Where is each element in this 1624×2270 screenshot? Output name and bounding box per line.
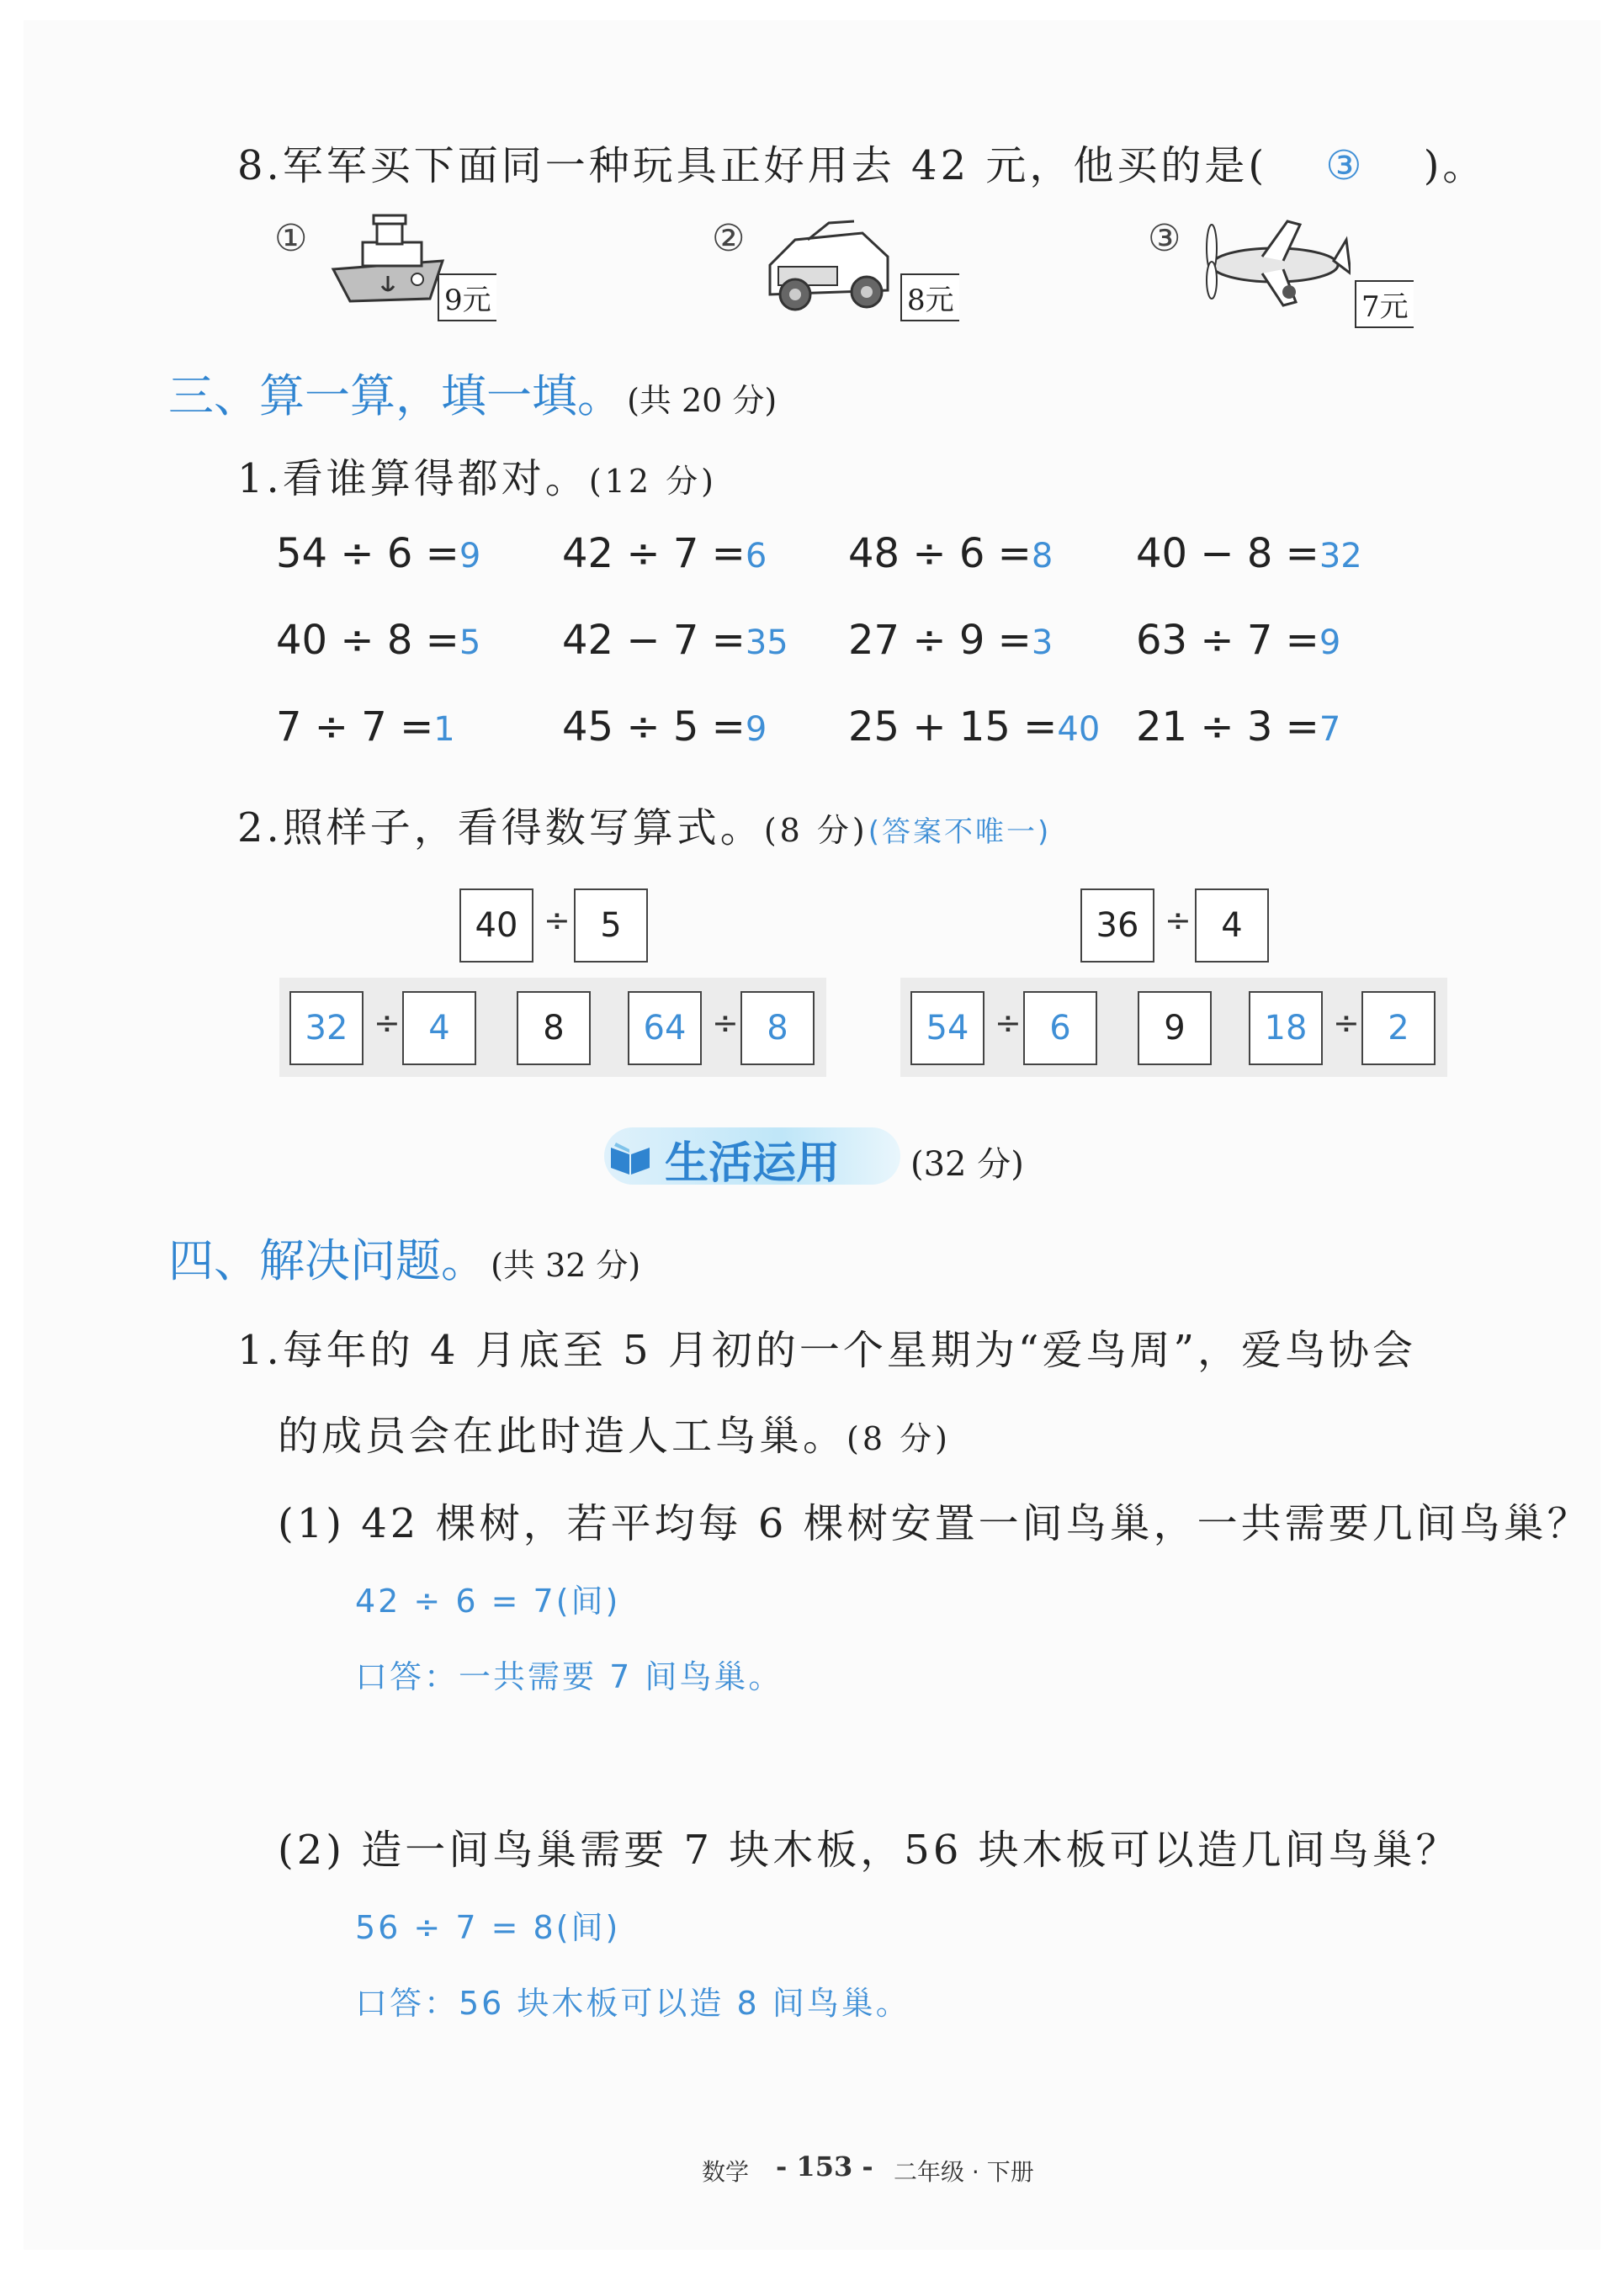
equation-answer: 1 [433,710,455,749]
equation [562,530,767,577]
row-2-divisor-1[interactable]: 6 [1023,991,1097,1065]
problem-3-1-title: 1.看谁算得都对。 [237,455,589,502]
row-2-operator-1: ÷ [995,1005,1022,1042]
toy-3-number: ③ [1148,217,1181,260]
equation-answer: 3 [1031,623,1053,662]
example-1-divisor: 5 [574,888,648,963]
banner-title: 生活运用 [665,1138,841,1189]
example-2-dividend: 36 [1080,888,1154,963]
equation-text: 40 ÷ 8 = [276,617,459,664]
problem-4-1-points: (8 分) [846,1420,951,1457]
problem-3-2-title: 2.照样子，看得数写算式。 [237,804,764,851]
question-8-text: 8.军军买下面同一种玩具正好用去 42 元，他买的是( [237,142,1268,189]
subquestion-1-calculation: 42 ÷ 6 = 7(间) [355,1583,621,1620]
section-3-heading [168,360,777,425]
example-2-operator: ÷ [1165,902,1191,939]
problem-4-1-text: 的成员会在此时造人工鸟巢。 [278,1413,847,1460]
section-4-title: 四、解决问题。 [168,1234,486,1287]
row-1-dividend-2[interactable]: 64 [628,991,702,1065]
equation-text: 45 ÷ 5 = [562,703,746,750]
example-1-operator: ÷ [544,902,571,939]
equation-answer: 9 [1319,623,1341,662]
equation [562,703,767,750]
equation-answer: 7 [1319,710,1341,749]
equation [848,530,1053,577]
row-2-dividend-2[interactable]: 18 [1249,991,1323,1065]
toy-2-number: ② [712,217,746,260]
equation [276,530,480,577]
toy-1-number: ① [274,217,308,260]
section-3-title: 三、算一算，填一填。 [168,369,623,422]
equation-answer: 8 [1031,537,1053,575]
equation [1136,703,1340,750]
equation-answer: 35 [745,623,788,662]
equation-answer: 6 [745,537,767,575]
problem-3-2 [237,795,1051,853]
equation-text: 48 ÷ 6 = [848,530,1032,577]
equation-text: 63 ÷ 7 = [1136,617,1319,664]
equation [1136,530,1362,577]
equation-text: 21 ÷ 3 = [1136,703,1319,750]
equation-answer: 9 [459,537,481,575]
equation-text: 40 − 8 = [1136,530,1319,577]
car-icon [762,215,896,320]
equation-text: 54 ÷ 6 = [276,530,459,577]
subquestion-2-calculation: 56 ÷ 7 = 8(间) [355,1909,621,1946]
equation [1136,617,1340,664]
row-1-operator-1: ÷ [374,1005,401,1042]
page-number: - 153 - [776,2151,873,2182]
subquestion-2-answer: 口答：56 块木板可以造 8 间鸟巢。 [355,1985,910,2022]
row-1-divisor-1[interactable]: 4 [402,991,476,1065]
equation [276,617,480,664]
example-1-dividend: 40 [459,888,533,963]
toy-3-price-tag: 7元 [1355,280,1414,328]
equation-answer: 40 [1057,710,1101,749]
problem-3-2-note: (答案不唯一) [868,815,1052,849]
row-2-result: 9 [1138,991,1212,1065]
problem-3-1 [237,446,717,504]
problem-4-1-line-2 [278,1403,951,1461]
section-3-points: (共 20 分) [627,382,778,419]
equation [848,703,1100,750]
question-8-answer: ③ [1325,142,1366,189]
toy-2-price-tag: 8元 [900,273,959,321]
row-2-operator-2: ÷ [1333,1005,1360,1042]
toy-1-price-tag: 9元 [438,273,496,321]
footer-grade: 二年级 · 下册 [894,2158,1034,2186]
question-8-end: )。 [1423,142,1487,189]
equation-text: 42 − 7 = [562,617,746,664]
subquestion-1: (1) 42 棵树，若平均每 6 棵树安置一间鸟巢，一共需要几间鸟巢？ [278,1500,1591,1547]
question-8 [237,133,1486,191]
equation [276,703,455,750]
banner-points: (32 分) [910,1145,1024,1184]
row-2-divisor-2[interactable]: 2 [1361,991,1436,1065]
equation-answer: 5 [459,623,481,662]
footer-subject: 数学 [702,2158,750,2186]
row-1-operator-2: ÷ [712,1005,739,1042]
row-2-dividend-1[interactable]: 54 [910,991,984,1065]
problem-3-1-points: (12 分) [588,463,717,500]
problem-3-2-points: (8 分) [763,812,868,849]
subquestion-2: (2) 造一间鸟巢需要 7 块木板，56 块木板可以造几间鸟巢？ [278,1827,1460,1874]
problem-4-1-line-1: 1.每年的 4 月底至 5 月初的一个星期为“爱鸟周”，爱鸟协会 [237,1327,1416,1374]
equation-text: 7 ÷ 7 = [276,703,434,750]
boat-icon [325,210,451,311]
section-4-heading [168,1225,640,1290]
airplane-icon [1195,215,1351,311]
equation-text: 25 + 15 = [848,703,1058,750]
equation-answer: 32 [1319,537,1362,575]
equation [562,617,788,664]
equation [848,617,1053,664]
book-icon [608,1136,655,1178]
subquestion-1-answer: 口答：一共需要 7 间鸟巢。 [355,1658,783,1695]
row-1-divisor-2[interactable]: 8 [740,991,815,1065]
equation-text: 42 ÷ 7 = [562,530,746,577]
equation-answer: 9 [745,710,767,749]
example-2-divisor: 4 [1195,888,1269,963]
row-1-dividend-1[interactable]: 32 [289,991,364,1065]
section-4-points: (共 32 分) [491,1247,641,1284]
equation-text: 27 ÷ 9 = [848,617,1032,664]
row-1-result: 8 [517,991,591,1065]
